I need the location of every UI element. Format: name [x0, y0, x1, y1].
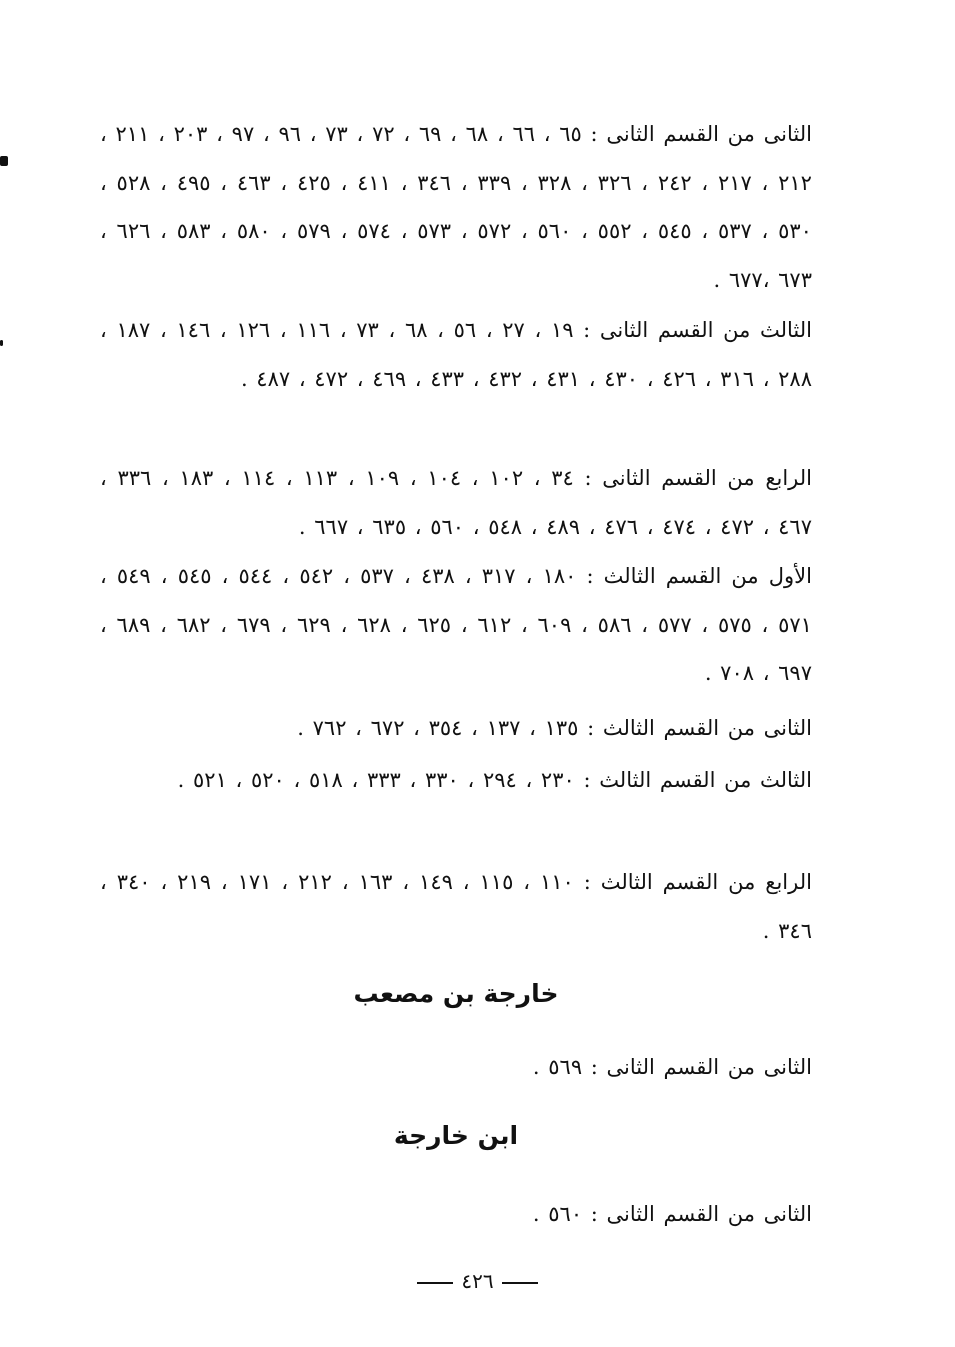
page-number-value: ٤٢٦: [461, 1269, 494, 1293]
scan-mark-top: [0, 156, 8, 166]
page-number-dash-left: [417, 1282, 453, 1284]
page-number-dash-right: [502, 1282, 538, 1284]
index-paragraph-4: الأول من القسم الثالث : ١٨٠ ، ٣١٧ ، ٤٣٨ ، ٥٣٧ ، ٥٤٢ ، ٥٤٤ ، ٥٤٥ ، ٥٤٩ ، ٥٧١ ، ٥٧٥ ، ٥٧٧ ، ٥٨٦ ، ٦٠٩ ، ٦١٢ ، ٦٢٥ ، ٦٢٨ ، ٦٢٩ ، ٦٧٩ ، ٦٨٢ ، ٦٨٩ ، ٦٩٧ ، ٧٠٨ .: [100, 564, 812, 685]
index-paragraph-2: الثالث من القسم الثانى : ١٩ ، ٢٧ ، ٥٦ ، ٦٨ ، ٧٣ ، ١١٦ ، ١٢٦ ، ١٤٦ ، ١٨٧ ، ٢٨٨ ، ٣١٦ ، ٤٢٦ ، ٤٣٠ ، ٤٣١ ، ٤٣٢ ، ٤٣٣ ، ٤٦٩ ، ٤٧٢ ، ٤٨٧ .: [100, 318, 812, 391]
index-paragraph-1: الثانى من القسم الثانى : ٦٥ ، ٦٦ ، ٦٨ ، ٦٩ ، ٧٢ ، ٧٣ ، ٩٦ ، ٩٧ ، ٢٠٣ ، ٢١١ ، ٢١٢ ، ٢١٧ ، ٢٤٢ ، ٣٢٦ ، ٣٢٨ ، ٣٣٩ ، ٣٤٦ ، ٤١١ ، ٤٢٥ ، ٤٦٣ ، ٤٩٥ ، ٥٢٨ ، ٥٣٠ ، ٥٣٧ ، ٥٤٥ ، ٥٥٢ ، ٥٦٠ ، ٥٧٢ ، ٥٧٣ ، ٥٧٤ ، ٥٧٩ ، ٥٨٠ ، ٥٨٣ ، ٦٢٦ ، ٦٧٣ ،٦٧٧ .: [100, 122, 812, 292]
section-entry-ibn-kharija: الثانى من القسم الثانى : ٥٦٠ .: [532, 1202, 812, 1226]
section-heading-ibn-kharija: ابن خارجة: [393, 1121, 519, 1150]
index-paragraph-7: الرابع من القسم الثالث : ١١٠ ، ١١٥ ، ١٤٩ ، ١٦٣ ، ٢١٢ ، ١٧١ ، ٢١٩ ، ٣٤٠ ، ٣٤٦ .: [100, 870, 812, 943]
index-paragraph-5: الثانى من القسم الثالث : ١٣٥ ، ١٣٧ ، ٣٥٤ ، ٦٧٢ ، ٧٦٢ .: [297, 716, 812, 740]
section-heading-kharija-bin-musab: خارجة بن مصعب: [353, 979, 559, 1008]
scan-mark-middle: [0, 340, 3, 346]
section-entry-kharija-bin-musab: الثانى من القسم الثانى : ٥٦٩ .: [532, 1055, 812, 1079]
index-paragraph-6: الثالث من القسم الثالث : ٢٣٠ ، ٢٩٤ ، ٣٣٠ ، ٣٣٣ ، ٥١٨ ، ٥٢٠ ، ٥٢١ .: [177, 768, 812, 792]
index-paragraph-3: الرابع من القسم الثانى : ٣٤ ، ١٠٢ ، ١٠٤ ، ١٠٩ ، ١١٣ ، ١١٤ ، ١٨٣ ، ٣٣٦ ، ٤٦٧ ، ٤٧٢ ، ٤٧٤ ، ٤٧٦ ، ٤٨٩ ، ٥٤٨ ، ٥٦٠ ، ٦٣٥ ، ٦٦٧ .: [100, 466, 813, 539]
page-number: [0, 1266, 955, 1296]
